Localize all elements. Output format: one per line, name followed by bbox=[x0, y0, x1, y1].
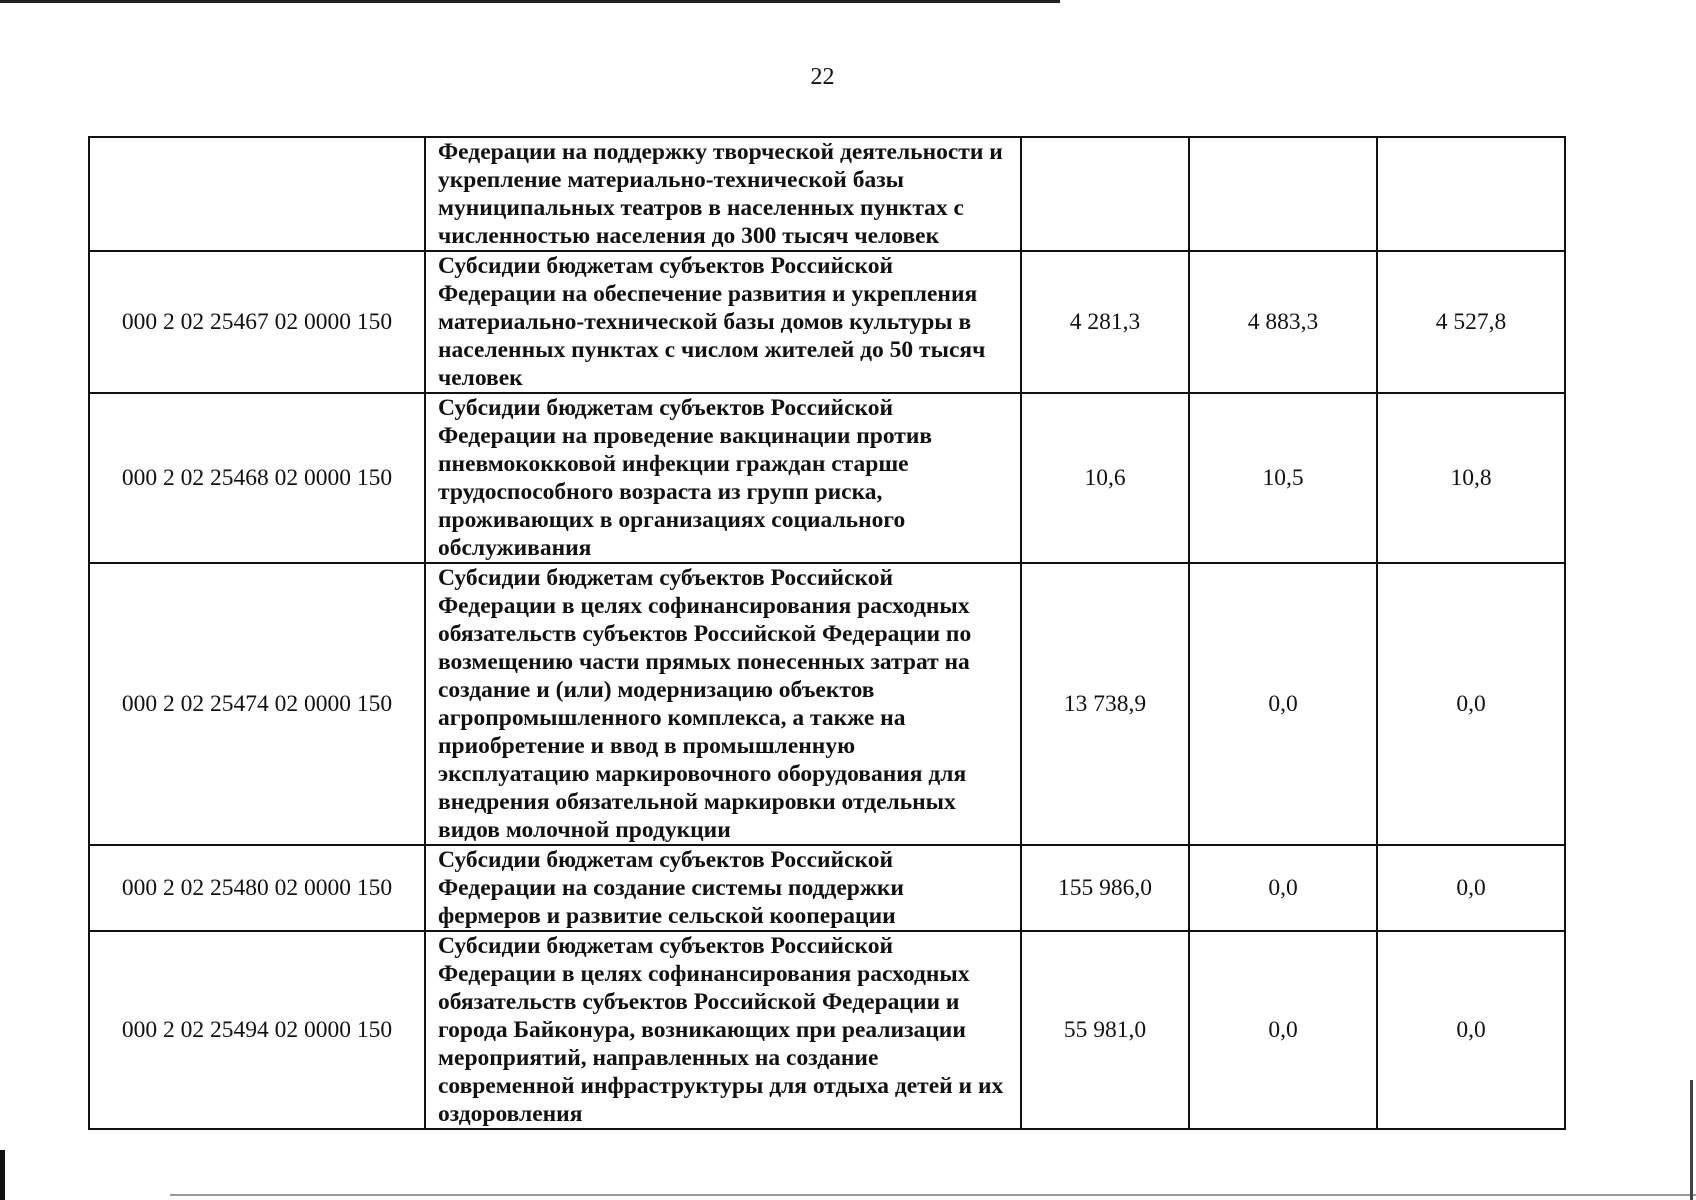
table-cell-value-3: 4 527,8 bbox=[1377, 251, 1565, 393]
table-row bbox=[89, 931, 1565, 1129]
table-row bbox=[89, 251, 1565, 393]
table-cell-value-2: 0,0 bbox=[1189, 931, 1377, 1129]
table-row bbox=[89, 845, 1565, 931]
scan-edge-top bbox=[0, 0, 1060, 3]
table-cell-value-2: 0,0 bbox=[1189, 845, 1377, 931]
table-cell-code: 000 2 02 25474 02 0000 150 bbox=[89, 563, 425, 845]
table-cell-value-3: 0,0 bbox=[1377, 845, 1565, 931]
table-cell-description: Субсидии бюджетам субъектов Российской Федерации в целях софинансирования расходных обязательств субъектов Российской Федерации по возмещению части прямых понесенных затрат на создание и (или) модернизацию объектов агропромышленного комплекса, а также на приобретение и ввод в промышленную эксплуатацию маркировочного оборудования для внедрения обязательной маркировки отдельных видов молочной продукции bbox=[425, 563, 1021, 845]
table-cell-value-2: 4 883,3 bbox=[1189, 251, 1377, 393]
table-row bbox=[89, 393, 1565, 563]
scan-edge-left bbox=[0, 1150, 5, 1200]
table-cell-value-1: 55 981,0 bbox=[1021, 931, 1189, 1129]
table-cell-description: Субсидии бюджетам субъектов Российской Федерации в целях софинансирования расходных обязательств субъектов Российской Федерации и города Байконура, возникающих при реализации мероприятий, направленных на создание современной инфраструктуры для отдыха детей и их оздоровления bbox=[425, 931, 1021, 1129]
table-row bbox=[89, 563, 1565, 845]
table-cell-code: 000 2 02 25480 02 0000 150 bbox=[89, 845, 425, 931]
table-cell-value-2: 10,5 bbox=[1189, 393, 1377, 563]
table-cell-value-1: 13 738,9 bbox=[1021, 563, 1189, 845]
table-cell-description: Субсидии бюджетам субъектов Российской Федерации на создание системы поддержки фермеров и развитие сельской кооперации bbox=[425, 845, 1021, 931]
table-cell-value-2: 0,0 bbox=[1189, 563, 1377, 845]
table-cell-value-1: 4 281,3 bbox=[1021, 251, 1189, 393]
table-cell-value-1 bbox=[1021, 137, 1189, 251]
table-cell-value-3: 0,0 bbox=[1377, 563, 1565, 845]
table-cell-value-1: 155 986,0 bbox=[1021, 845, 1189, 931]
budget-table bbox=[88, 136, 1566, 1130]
table-cell-code: 000 2 02 25467 02 0000 150 bbox=[89, 251, 425, 393]
scan-edge-bottom bbox=[170, 1194, 1696, 1196]
table-cell-code: 000 2 02 25468 02 0000 150 bbox=[89, 393, 425, 563]
table-cell-value-2 bbox=[1189, 137, 1377, 251]
table-cell-description: Федерации на поддержку творческой деятельности и укрепление материально-технической базы муниципальных театров в населенных пунктах с численностью населения до 300 тысяч человек bbox=[425, 137, 1021, 251]
table-cell-value-1: 10,6 bbox=[1021, 393, 1189, 563]
table-cell-description: Субсидии бюджетам субъектов Российской Федерации на обеспечение развития и укрепления материально-технической базы домов культуры в населенных пунктах с числом жителей до 50 тысяч человек bbox=[425, 251, 1021, 393]
scan-edge-right bbox=[1690, 1080, 1693, 1200]
table-cell-description: Субсидии бюджетам субъектов Российской Федерации на проведение вакцинации против пневмококковой инфекции граждан старше трудоспособного возраста из групп риска, проживающих в организациях социального обслуживания bbox=[425, 393, 1021, 563]
table-cell-value-3: 0,0 bbox=[1377, 931, 1565, 1129]
page-number: 22 bbox=[810, 64, 835, 90]
table-cell-value-3: 10,8 bbox=[1377, 393, 1565, 563]
table-cell-code bbox=[89, 137, 425, 251]
table-cell-code: 000 2 02 25494 02 0000 150 bbox=[89, 931, 425, 1129]
table-cell-value-3 bbox=[1377, 137, 1565, 251]
table-row bbox=[89, 137, 1565, 251]
